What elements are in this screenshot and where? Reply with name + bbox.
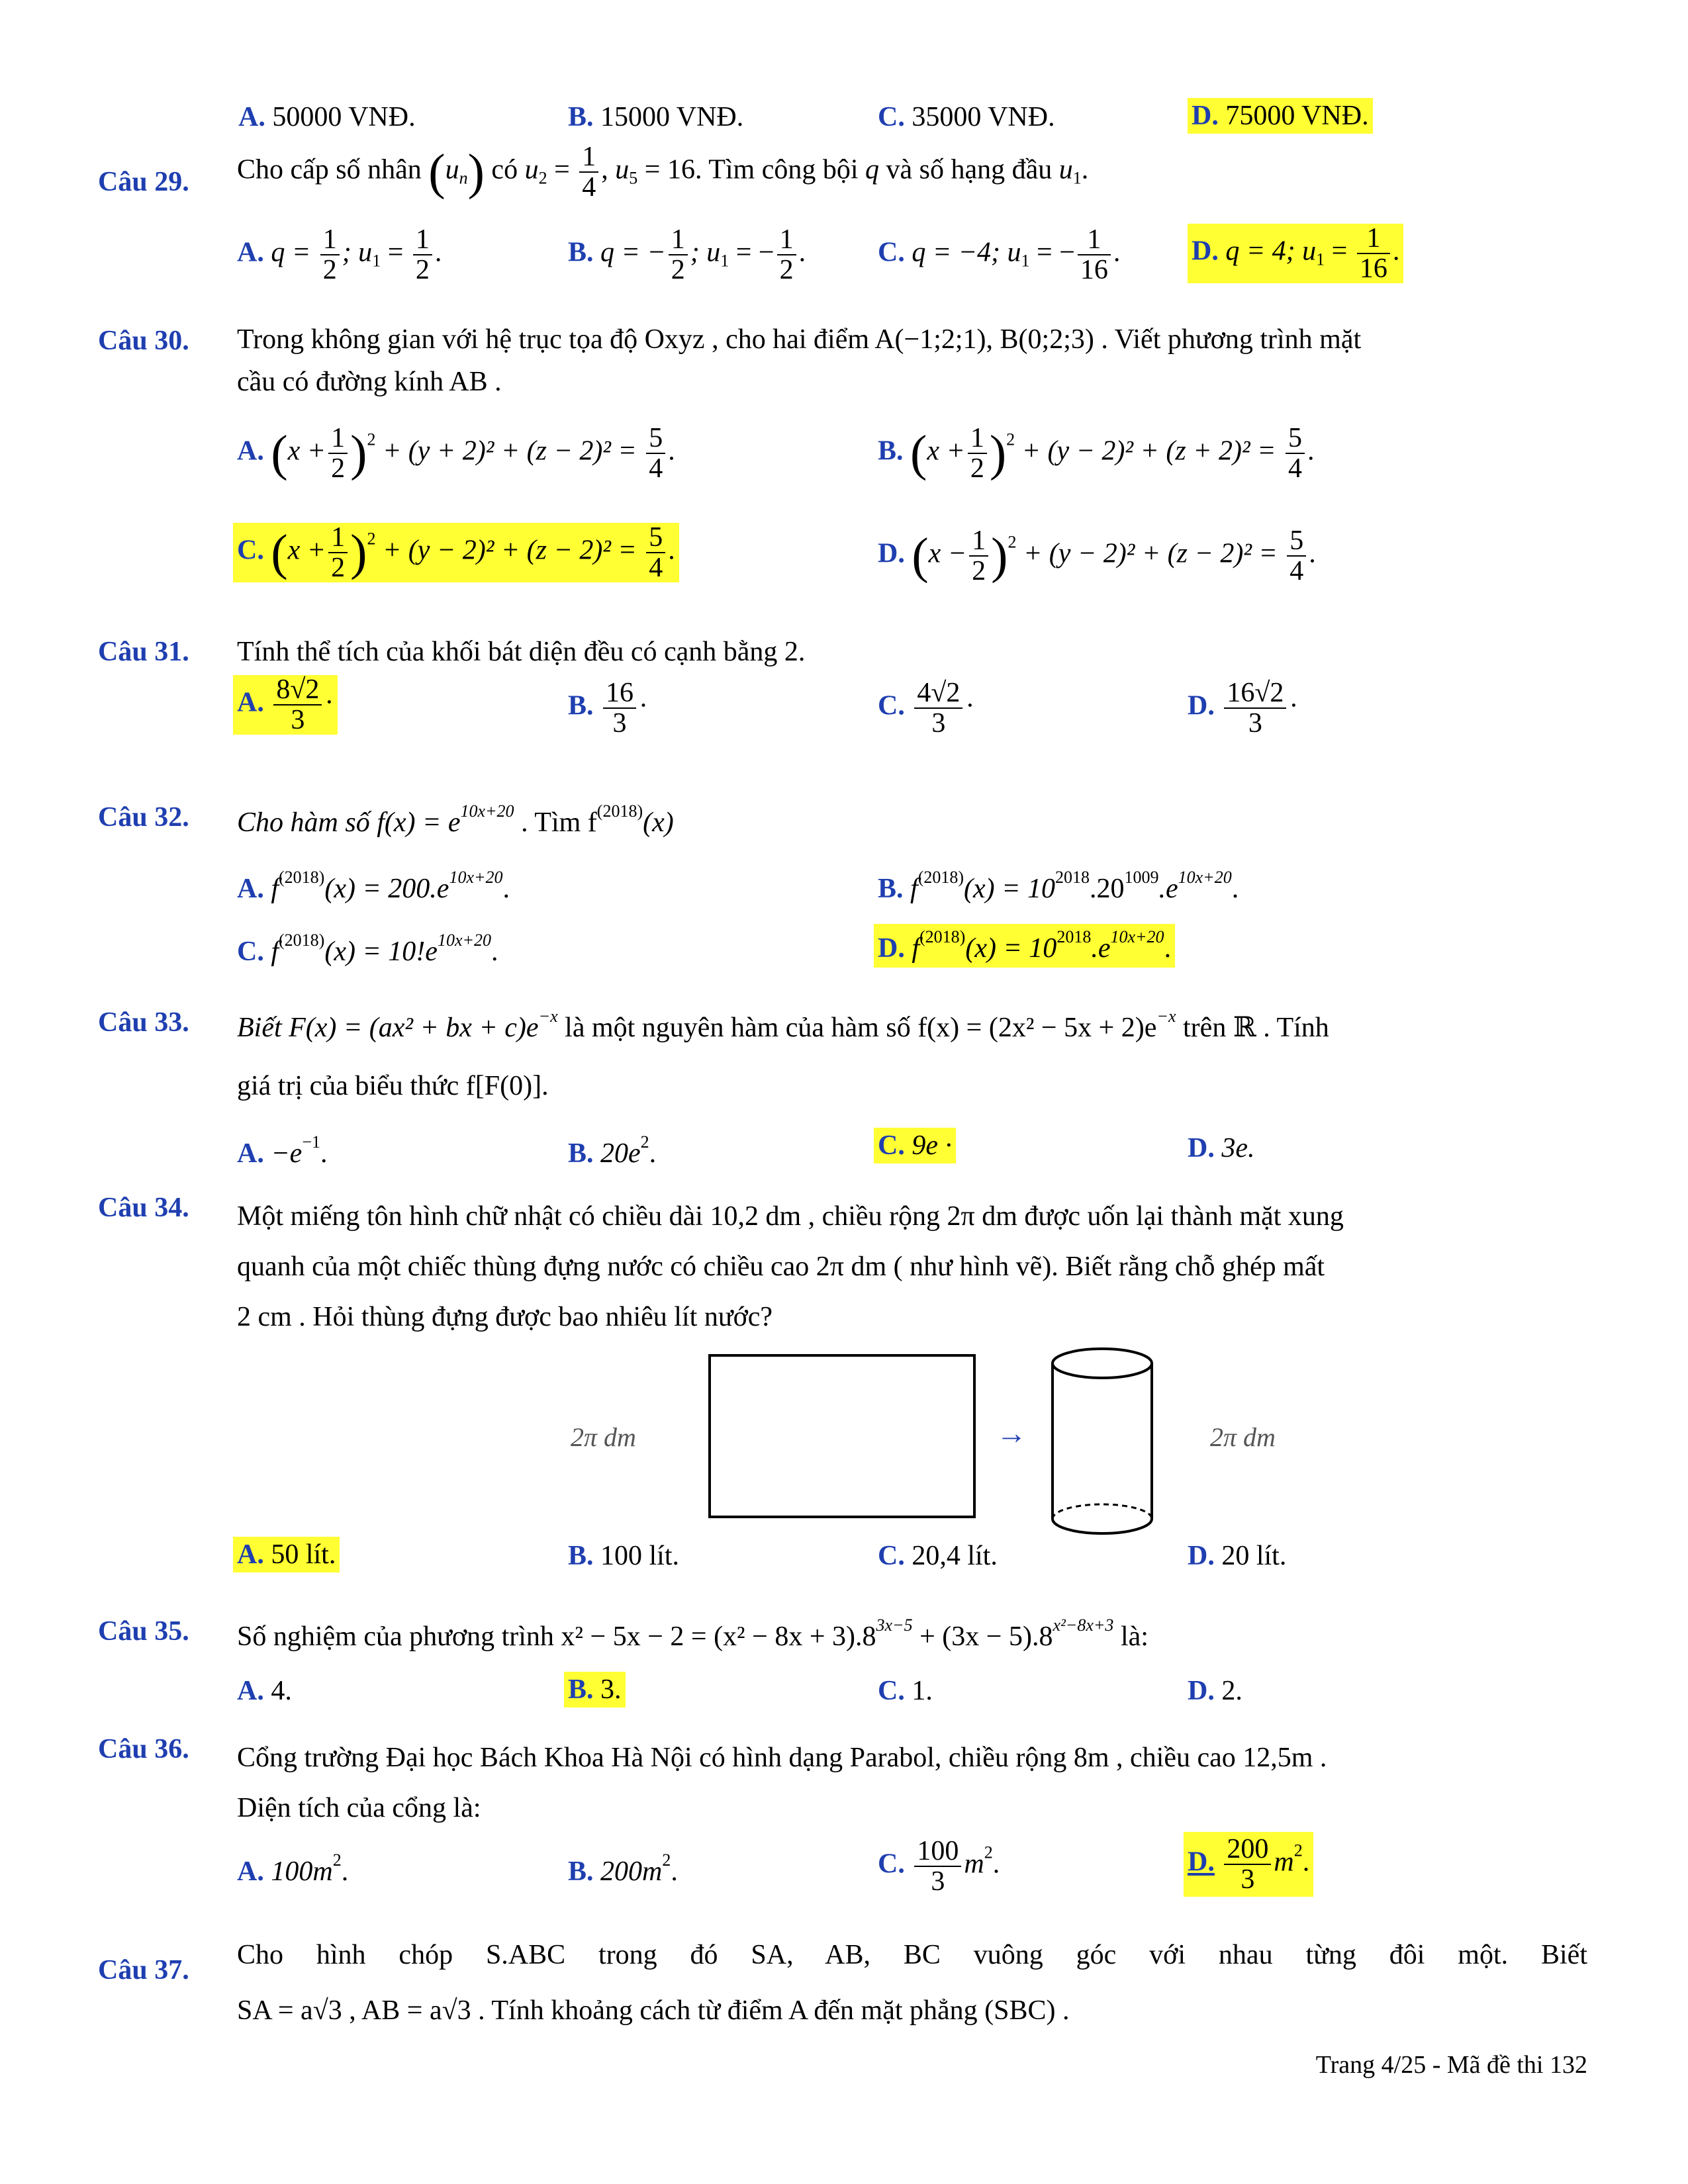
- q32-option-d-correct[interactable]: D. $f^{(2018)}(x) = 10^{2018}.e^{10x+20}$.: [874, 924, 1175, 968]
- sym: 10x+20: [437, 931, 492, 950]
- q-text: trên ℝ . Tính: [1183, 1013, 1329, 1043]
- question-33-line2: giá trị của biểu thức f[F(0)].: [237, 1071, 549, 1101]
- sym: u: [1058, 154, 1073, 185]
- option-label: D.: [1188, 1133, 1215, 1163]
- frac-den: 4: [582, 172, 596, 203]
- q30-option-c-correct[interactable]: C. (x + $\frac{1}{2}$ )$^2$ + (y − 2)² + (z − 2)² = $\frac{5}{4}$ .: [233, 523, 679, 582]
- sym: .e: [1158, 874, 1178, 904]
- frac-den: 2: [331, 553, 346, 584]
- frac-num: 200: [1224, 1835, 1271, 1865]
- sym: (x) = 10!e: [324, 936, 438, 967]
- option-text: 75000 VNĐ.: [1225, 101, 1369, 131]
- question-label: Câu 36.: [98, 1734, 189, 1764]
- option-label: D.: [878, 538, 905, 569]
- q31-option-c[interactable]: C. $\frac{4√2}{3}$ ·: [878, 678, 975, 739]
- sym: 2: [1293, 1841, 1303, 1860]
- sym: m: [1274, 1846, 1294, 1878]
- sym: = −: [729, 237, 774, 268]
- option-label: A.: [237, 1676, 264, 1706]
- frac-den: 2: [415, 255, 430, 286]
- option-label: D.: [1188, 1676, 1215, 1706]
- cylinder-bottom-front: [1053, 1519, 1152, 1533]
- frac-num: 1: [777, 225, 796, 255]
- sym: m: [964, 1848, 984, 1880]
- cylinder-figure: [1046, 1343, 1158, 1549]
- q-text: và số hạng đầu: [886, 154, 1053, 185]
- frac-den: 4: [649, 453, 663, 484]
- q28-option-d-correct[interactable]: [1188, 98, 1373, 134]
- sym: x +: [927, 435, 965, 467]
- question-label: Câu 35.: [98, 1616, 189, 1647]
- q33-option-d[interactable]: [1188, 1132, 1255, 1165]
- option-label: C.: [237, 936, 264, 967]
- q-line: Diện tích của cổng là:: [237, 1793, 481, 1823]
- frac-num: 16√2: [1224, 678, 1286, 709]
- frac-den: 2: [972, 556, 986, 587]
- option-text: 50000 VNĐ.: [272, 102, 416, 132]
- sym: 3x−5: [876, 1615, 913, 1635]
- sym: f: [271, 874, 279, 904]
- sym: (2018): [917, 868, 964, 887]
- q33-option-c-correct[interactable]: [874, 1128, 956, 1163]
- question-32-text: [237, 801, 674, 839]
- frac-den: 3: [931, 1866, 945, 1897]
- q36-option-c[interactable]: [878, 1837, 1000, 1896]
- sym: (x) = 10: [965, 933, 1057, 964]
- sym: .: [992, 1848, 1000, 1880]
- sym: f: [912, 933, 920, 964]
- option-label: B.: [878, 874, 904, 904]
- sym: (2018): [279, 868, 325, 887]
- frac-den: 4: [1288, 453, 1302, 484]
- option-text: 20 lít.: [1221, 1541, 1287, 1571]
- frac-den: 2: [322, 255, 337, 286]
- question-label: Câu 32.: [98, 802, 189, 833]
- q-line: Cổng trường Đại học Bách Khoa Hà Nội có hình dạng Parabol, chiều rộng 8m , chiều cao 12,5m .: [237, 1743, 1327, 1773]
- sym: 3e.: [1221, 1133, 1255, 1163]
- sym: u: [615, 154, 630, 185]
- option-text: 20,4 lít.: [912, 1541, 998, 1571]
- sym: q =: [271, 237, 318, 268]
- q29-option-c[interactable]: C. q = −4; $u_1$ = − $\frac{1}{16}$ .: [878, 224, 1121, 286]
- q34-option-a-correct[interactable]: [233, 1537, 340, 1572]
- sym: (x) = 200.e: [324, 874, 449, 904]
- question-label: Câu 30.: [98, 326, 189, 356]
- frac-num: 100: [914, 1837, 961, 1867]
- sym: f: [910, 874, 918, 904]
- option-text: 50 lít.: [271, 1539, 336, 1570]
- option-label: B.: [568, 102, 594, 132]
- sym: 100m: [271, 1856, 333, 1887]
- frac-num: 4√2: [914, 678, 962, 709]
- sym: (2018): [596, 801, 643, 821]
- frac-num: 16: [603, 678, 636, 709]
- option-label: C.: [878, 690, 905, 721]
- q-line: Cho hình chóp S.ABC trong đó SA, AB, BC vuông góc với nhau từng đôi một. Biết: [237, 1940, 1587, 1970]
- frac-num: 5: [1287, 526, 1306, 557]
- sym: 10x+20: [460, 801, 514, 821]
- q-text: + (3x − 5).8: [919, 1621, 1053, 1652]
- frac-num: 1: [969, 526, 988, 557]
- frac-den: 4: [649, 553, 663, 584]
- sym: 2: [984, 1843, 993, 1862]
- q32-option-a[interactable]: A. $f^{(2018)}(x) = 200.e^{10x+20}$.: [237, 868, 510, 904]
- frac-den: 2: [671, 255, 685, 286]
- frac-den: 3: [1248, 708, 1262, 739]
- q-text: có: [491, 154, 518, 185]
- option-label: B.: [568, 1856, 594, 1887]
- option-label: C.: [878, 1848, 905, 1880]
- sym: 10x+20: [449, 868, 503, 887]
- sym: =: [381, 237, 410, 268]
- q-text: là một nguyên hàm của hàm số f(x) = (2x² − 5x + 2)e: [565, 1013, 1157, 1043]
- option-label: A.: [237, 237, 264, 268]
- sym: + (y + 2)² + (z − 2)² =: [382, 435, 637, 467]
- option-text: 3.: [600, 1674, 622, 1705]
- figure-label-left: 2π dm: [571, 1422, 636, 1452]
- question-29-text: Cho cấp số nhân $(u_n)$ có $u_2$ = $\frac{1}{4}$ , $u_5 = 16$. Tìm công bội q và số hạng đầu $u_1$.: [237, 142, 1089, 203]
- sym: ; u: [342, 237, 373, 268]
- frac-num: 1: [669, 225, 688, 255]
- q-text: Cho hàm số f(x) = e: [237, 807, 461, 838]
- sym: 200m: [600, 1856, 663, 1887]
- frac-den: 2: [970, 453, 984, 484]
- q-text: . Tìm f: [521, 807, 597, 838]
- frac-num: 1: [579, 142, 598, 173]
- sym: −x: [538, 1007, 558, 1026]
- sym: q = −: [600, 237, 666, 268]
- sym: −1: [302, 1132, 320, 1152]
- sym: 2018: [1056, 927, 1092, 946]
- q-text: Số nghiệm của phương trình x² − 5x − 2 = (x² − 8x + 3).8: [237, 1621, 876, 1652]
- q34-option-d[interactable]: [1188, 1539, 1286, 1572]
- sym: .: [341, 1856, 349, 1887]
- sym: 5: [629, 168, 638, 188]
- option-label: A.: [237, 1138, 264, 1169]
- option-label: A.: [237, 1539, 264, 1570]
- sym: .20: [1089, 874, 1125, 904]
- frac-den: 3: [931, 708, 946, 739]
- q29-option-d-correct[interactable]: D. q = 4; $u_1$ = $\frac{1}{16}$ .: [1188, 224, 1403, 283]
- q30-option-a[interactable]: A. (x + $\frac{1}{2}$ )$^2$ + (y + 2)² + (z − 2)² = $\frac{5}{4}$ .: [237, 423, 675, 484]
- q35-option-a[interactable]: [237, 1674, 292, 1707]
- frac-den: 4: [1289, 556, 1304, 587]
- frac-num: 5: [646, 523, 665, 553]
- q-line: SA = a√3 , AB = a√3 . Tính khoảng cách từ điểm A đến mặt phẳng (SBC) .: [237, 1995, 1070, 2026]
- question-label: Câu 34.: [98, 1193, 189, 1223]
- q-text: . Tìm công bội: [694, 154, 859, 185]
- question-31-text: Tính thể tích của khối bát diện đều có cạnh bằng 2.: [237, 637, 806, 667]
- option-label: D.: [1188, 1541, 1215, 1571]
- q28-option-a[interactable]: [238, 101, 416, 134]
- option-text: 4.: [271, 1676, 292, 1706]
- option-label: D.: [878, 933, 905, 964]
- option-label: D.: [1192, 101, 1219, 131]
- question-37-text: [237, 1927, 1587, 2038]
- frac-den: 16: [1359, 253, 1387, 285]
- frac-den: 2: [331, 453, 346, 484]
- q-line: quanh của một chiếc thùng đựng nước có chiều cao 2π dm ( như hình vẽ). Biết rằng chỗ ghép mất: [237, 1251, 1325, 1282]
- option-label: C.: [878, 102, 905, 132]
- sym: .: [1302, 1846, 1310, 1878]
- option-label: B.: [568, 1541, 594, 1571]
- option-label: B.: [878, 435, 904, 467]
- q29-option-a[interactable]: A. q = $\frac{1}{2}$ ; $u_1$ = $\frac{1}{2}$ .: [237, 224, 442, 286]
- sym: q: [865, 154, 879, 185]
- q31-option-d[interactable]: D. $\frac{16√2}{3}$ ·: [1188, 678, 1299, 739]
- question-34-text: [237, 1191, 1587, 1342]
- question-label: Câu 29.: [98, 167, 189, 197]
- sym: q = −4; u: [912, 237, 1021, 268]
- option-label: C.: [878, 1541, 905, 1571]
- q30-option-d[interactable]: D. (x − $\frac{1}{2}$ )$^2$ + (y − 2)² + (z − 2)² = $\frac{5}{4}$ .: [878, 525, 1316, 587]
- q-text: Cho cấp số nhân: [237, 154, 422, 185]
- q-text: (x): [643, 807, 674, 838]
- option-text: 100 lít.: [600, 1541, 680, 1571]
- option-label: B.: [568, 690, 594, 721]
- sym: 2018: [1055, 868, 1090, 887]
- sym: + (y − 2)² + (z + 2)² =: [1021, 435, 1276, 467]
- sym: 2: [662, 1850, 671, 1870]
- sym: ; u: [690, 237, 721, 268]
- q31-option-b[interactable]: B. $\frac{16}{3}$ ·: [568, 678, 649, 739]
- option-label: C.: [878, 1676, 905, 1706]
- option-text: 2.: [1221, 1676, 1243, 1706]
- sym: (2018): [919, 927, 966, 946]
- sym: f: [271, 936, 279, 967]
- option-label: D.: [1188, 1846, 1215, 1878]
- option-text: 15000 VNĐ.: [600, 102, 744, 132]
- q30-option-b[interactable]: B. (x + $\frac{1}{2}$ )$^2$ + (y − 2)² + (z + 2)² = $\frac{5}{4}$ .: [878, 423, 1315, 484]
- q-text: là:: [1120, 1621, 1149, 1652]
- q-text: = 16: [644, 154, 695, 185]
- sym: (x) = 10: [964, 874, 1055, 904]
- question-label: Câu 37.: [98, 1955, 189, 1985]
- sym: 2: [332, 1850, 342, 1870]
- option-text: 1.: [912, 1676, 933, 1706]
- sym: = −: [1029, 237, 1075, 268]
- sym: .e: [1091, 933, 1111, 964]
- q32-option-b[interactable]: B. $f^{(2018)}(x) = 10^{2018}.20^{1009}.e^{10x+20}$.: [878, 868, 1239, 904]
- question-33-line1: [237, 1006, 1329, 1044]
- sym: −x: [1156, 1007, 1176, 1026]
- option-label: A.: [237, 435, 264, 467]
- option-label: A.: [238, 102, 265, 132]
- sheet-rectangle: [708, 1354, 976, 1518]
- sym: x²−8x+3: [1053, 1615, 1114, 1635]
- sym: =: [1325, 236, 1354, 267]
- sym: u: [445, 154, 459, 185]
- option-label: C.: [237, 535, 264, 566]
- sym: 2: [1008, 532, 1017, 552]
- q-line: 2 cm . Hỏi thùng đựng được bao nhiêu lít nước?: [237, 1302, 773, 1332]
- sym: x +: [287, 535, 326, 566]
- frac-den: 2: [779, 255, 794, 286]
- sym: 2: [367, 529, 376, 549]
- q33-option-a[interactable]: A. $-e^{-1}$.: [237, 1132, 328, 1169]
- page-footer: Trang 4/25 - Mã đề thi 132: [1315, 2051, 1587, 2079]
- sym: + (y − 2)² + (z − 2)² =: [1023, 538, 1278, 569]
- option-label: C.: [878, 237, 905, 268]
- sym: 2: [640, 1132, 649, 1152]
- option-label: B.: [568, 1138, 594, 1169]
- frac-den: 3: [1241, 1864, 1255, 1895]
- cylinder-bottom-back: [1053, 1504, 1152, 1519]
- cylinder-top: [1053, 1349, 1152, 1378]
- question-label: Câu 31.: [98, 637, 189, 667]
- frac-den: 16: [1080, 255, 1108, 286]
- sym: 10x+20: [1110, 927, 1164, 946]
- q33-option-b[interactable]: B. $20e^2$.: [568, 1132, 657, 1169]
- sym: .: [671, 1856, 678, 1887]
- frac-num: 1: [328, 424, 348, 454]
- q-line: Một miếng tôn hình chữ nhật có chiều dài 10,2 dm , chiều rộng 2π dm được uốn lại thành mặt xung: [237, 1201, 1344, 1232]
- sym: 2: [367, 430, 376, 449]
- q28-option-c[interactable]: [878, 101, 1055, 134]
- sym: n: [459, 168, 468, 188]
- option-text: 35000 VNĐ.: [912, 102, 1055, 132]
- frac-den: 3: [291, 705, 305, 736]
- sym: x −: [928, 538, 967, 569]
- q35-option-d[interactable]: [1188, 1674, 1243, 1707]
- frac-den: 3: [612, 708, 627, 739]
- figure-label-right: 2π dm: [1210, 1422, 1276, 1452]
- q28-option-b[interactable]: [568, 101, 743, 134]
- option-label: A.: [237, 874, 264, 904]
- sym: u: [524, 154, 539, 185]
- option-label: D.: [1192, 236, 1219, 267]
- sym: −e: [271, 1138, 303, 1169]
- q35-option-b-correct[interactable]: [564, 1672, 626, 1707]
- q34-option-c[interactable]: [878, 1539, 998, 1572]
- sym: (2018): [279, 931, 325, 950]
- sym: + (y − 2)² + (z − 2)² =: [382, 535, 637, 566]
- q35-option-c[interactable]: [878, 1674, 933, 1707]
- question-35-text: [237, 1615, 1149, 1653]
- question-30-text: [237, 323, 1587, 399]
- option-label: B.: [568, 237, 594, 268]
- frac-num: 5: [1286, 424, 1305, 454]
- sym: 2: [1006, 430, 1015, 449]
- question-36-text: [237, 1733, 1587, 1833]
- sym: 2: [538, 168, 547, 188]
- q-line: cầu có đường kính AB .: [237, 367, 502, 398]
- q36-option-a[interactable]: [237, 1850, 348, 1888]
- arrow-right-icon: →: [996, 1416, 1027, 1450]
- option-label: A.: [237, 1856, 264, 1887]
- option-label: B.: [568, 1674, 594, 1705]
- q36-option-d-correct[interactable]: [1184, 1832, 1313, 1897]
- frac-num: 1: [413, 225, 432, 255]
- frac-num: 1: [968, 424, 987, 454]
- option-label: A.: [237, 687, 264, 718]
- q36-option-b[interactable]: [568, 1850, 678, 1888]
- option-label: C.: [878, 1130, 905, 1161]
- sym: x +: [287, 435, 326, 467]
- q34-option-b[interactable]: [568, 1539, 679, 1572]
- question-label: Câu 33.: [98, 1007, 189, 1038]
- q32-option-c[interactable]: C. $f^{(2018)}(x) = 10!e^{10x+20}$.: [237, 931, 498, 967]
- frac-num: 1: [1357, 224, 1390, 254]
- q-line: Trong không gian với hệ trục tọa độ Oxyz , cho hai điểm A(−1;2;1), B(0;2;3) . Viết phương trình mặt: [237, 324, 1362, 355]
- frac-num: 1: [320, 225, 340, 255]
- q-text: Biết F(x) = (ax² + bx + c)e: [237, 1013, 539, 1043]
- frac-num: 5: [646, 424, 665, 454]
- sym: 9e ·: [912, 1130, 952, 1161]
- frac-num: 1: [1078, 225, 1111, 255]
- sym: q = 4; u: [1225, 236, 1317, 267]
- option-label: D.: [1188, 690, 1215, 721]
- sym: 10x+20: [1178, 868, 1232, 887]
- q29-option-b[interactable]: B. q = − $\frac{1}{2}$ ; $u_1$ = − $\frac{1}{2}$ .: [568, 224, 806, 286]
- sym: 1009: [1124, 868, 1159, 887]
- sym: 20e: [600, 1138, 641, 1169]
- q31-option-a-correct[interactable]: A. $\frac{8√2}{3}$ ·: [233, 675, 338, 735]
- frac-num: 8√2: [273, 675, 322, 705]
- frac-num: 1: [328, 523, 348, 553]
